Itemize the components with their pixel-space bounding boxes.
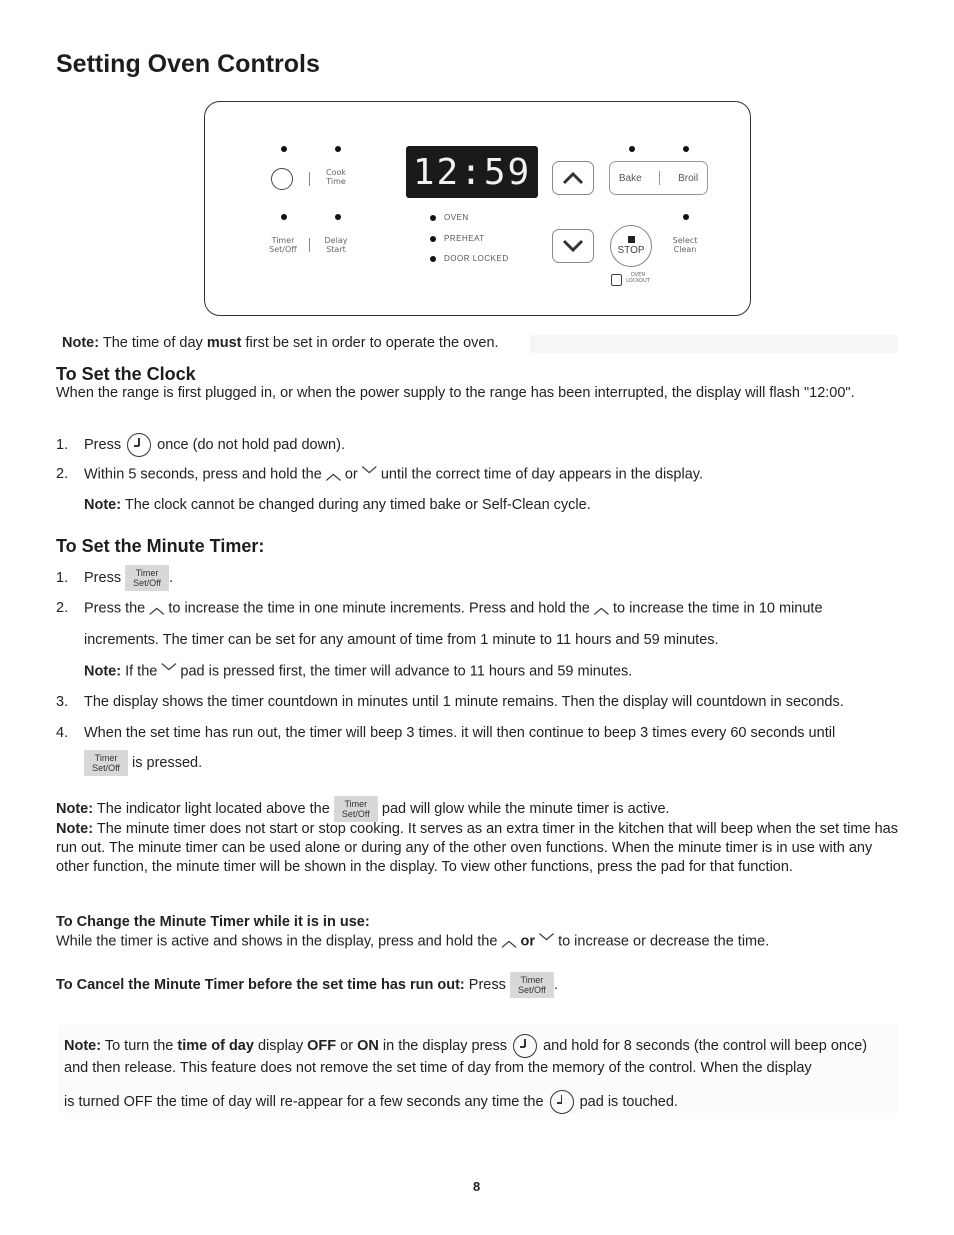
indicator-dot — [683, 146, 689, 152]
clock-heading: To Set the Clock — [56, 364, 196, 384]
up-arrow-icon — [562, 171, 584, 185]
up-arrow-icon: ︿ — [501, 933, 517, 950]
timer-note-extra: Note: The minute timer does not start or stop cooking. It serves as an extra timer in the kitchen that will beep when the set time has run out. The minute timer can be used alone or during any of the other oven functions. When the minute timer is in use with any other function, the minute timer will be shown in the display. To view other functions, press the pad for that function. — [56, 821, 898, 875]
up-arrow-icon: ︿ — [593, 600, 609, 617]
lock-icon — [611, 274, 622, 286]
led-oven: OVEN — [430, 213, 469, 222]
timer-step-1: 1. Press Timer Set/Off . — [56, 565, 173, 591]
timer-setoff-pad-icon: Timer Set/Off — [334, 796, 378, 822]
timer-heading: To Set the Minute Timer: — [56, 536, 265, 556]
indicator-dot — [335, 214, 341, 220]
divider — [309, 238, 310, 252]
timer-setoff-pad-icon: Timer Set/Off — [125, 565, 169, 591]
stop-label: STOP — [617, 245, 645, 256]
up-arrow-icon: ︿ — [149, 600, 165, 617]
clock-icon — [550, 1090, 574, 1114]
stop-button — [610, 225, 652, 267]
time-of-day-note: Note: To turn the time of day display OFF or ON in the display press and hold for 8 seconds (the control will beep once) and then release. This feature does not remove the set time of day from the memory of the control. When the display — [64, 1034, 894, 1078]
clock-icon — [127, 433, 151, 457]
down-arrow-button — [552, 229, 594, 263]
bake-broil-button — [609, 161, 708, 195]
led-door-locked: DOOR LOCKED — [430, 254, 509, 263]
timer-step-2: 2. Press the ︿ to increase the time in one minute increments. Press and hold the ︿ to increase the time in 10 minute — [56, 600, 823, 617]
select-clean-label: Select Clean — [672, 236, 698, 254]
timer-setoff-pad-icon: Timer Set/Off — [510, 972, 554, 998]
indicator-dot — [281, 214, 287, 220]
control-panel-diagram — [204, 101, 751, 316]
indicator-dot — [281, 146, 287, 152]
down-arrow-icon: ﹀ — [161, 663, 177, 680]
timer-setoff-label: Timer Set/Off — [269, 236, 297, 254]
delay-start-label: Delay Start — [324, 236, 348, 254]
timer-step-2-note: Note: If the ﹀ pad is pressed first, the timer will advance to 11 hours and 59 minutes. — [84, 663, 633, 680]
clock-step-1: 1. Press once (do not hold pad down). — [56, 433, 345, 457]
clock-icon — [271, 168, 293, 190]
oven-lockout-label: OVEN LOCKOUT — [626, 272, 650, 284]
page-title: Setting Oven Controls — [56, 50, 320, 78]
indicator-dot — [335, 146, 341, 152]
up-arrow-button — [552, 161, 594, 195]
led-preheat: PREHEAT — [430, 234, 485, 243]
change-timer-text: While the timer is active and shows in the display, press and hold the ︿ or ﹀ to increase or decrease the time. — [56, 933, 770, 950]
timer-step-4-cont: Timer Set/Off is pressed. — [84, 750, 202, 776]
down-arrow-icon — [562, 239, 584, 253]
note-must-set-time: Note: The time of day must first be set in order to operate the oven. — [62, 335, 499, 351]
indicator-dot — [683, 214, 689, 220]
up-arrow-icon: ︿ — [325, 466, 341, 483]
broil-label: Broil — [678, 172, 699, 184]
timer-step-4: 4. When the set time has run out, the timer will beep 3 times. it will then continue to beep 3 times every 60 seconds until — [56, 725, 836, 741]
stop-icon — [628, 236, 635, 243]
cook-time-label: Cook Time — [325, 168, 346, 186]
down-arrow-icon: ﹀ — [361, 466, 377, 483]
timer-setoff-pad-icon: Timer Set/Off — [84, 750, 128, 776]
time-of-day-note-end: is turned OFF the time of day will re-appear for a few seconds any time the pad is touched. — [64, 1090, 678, 1114]
divider — [659, 171, 660, 185]
cancel-timer: To Cancel the Minute Timer before the set time has run out: Press Timer Set/Off . — [56, 972, 558, 998]
change-timer-heading: To Change the Minute Timer while it is in use: — [56, 914, 370, 930]
shaded-band — [530, 335, 898, 353]
page-number: 8 — [473, 1179, 481, 1194]
timer-note-indicator: Note: The indicator light located above the Timer Set/Off pad will glow while the minute timer is active. — [56, 796, 670, 822]
divider — [309, 172, 310, 186]
bake-label: Bake — [618, 172, 642, 184]
clock-note: Note: The clock cannot be changed during any timed bake or Self-Clean cycle. — [84, 497, 591, 513]
indicator-dot — [629, 146, 635, 152]
clock-icon — [513, 1034, 537, 1058]
clock-step-2: 2. Within 5 seconds, press and hold the ︿ or ﹀ until the correct time of day appears in the display. — [56, 466, 703, 483]
down-arrow-icon: ﹀ — [539, 933, 555, 950]
timer-step-3: 3. The display shows the timer countdown in minutes until 1 minute remains. Then the display will countdown in seconds. — [56, 694, 844, 710]
time-display: 12:59 — [406, 146, 538, 198]
clock-intro: When the range is first plugged in, or when the power supply to the range has been interrupted, the display will flash "12:00". — [56, 385, 855, 401]
timer-step-2-cont: increments. The timer can be set for any amount of time from 1 minute to 11 hours and 59 minutes. — [84, 632, 719, 648]
